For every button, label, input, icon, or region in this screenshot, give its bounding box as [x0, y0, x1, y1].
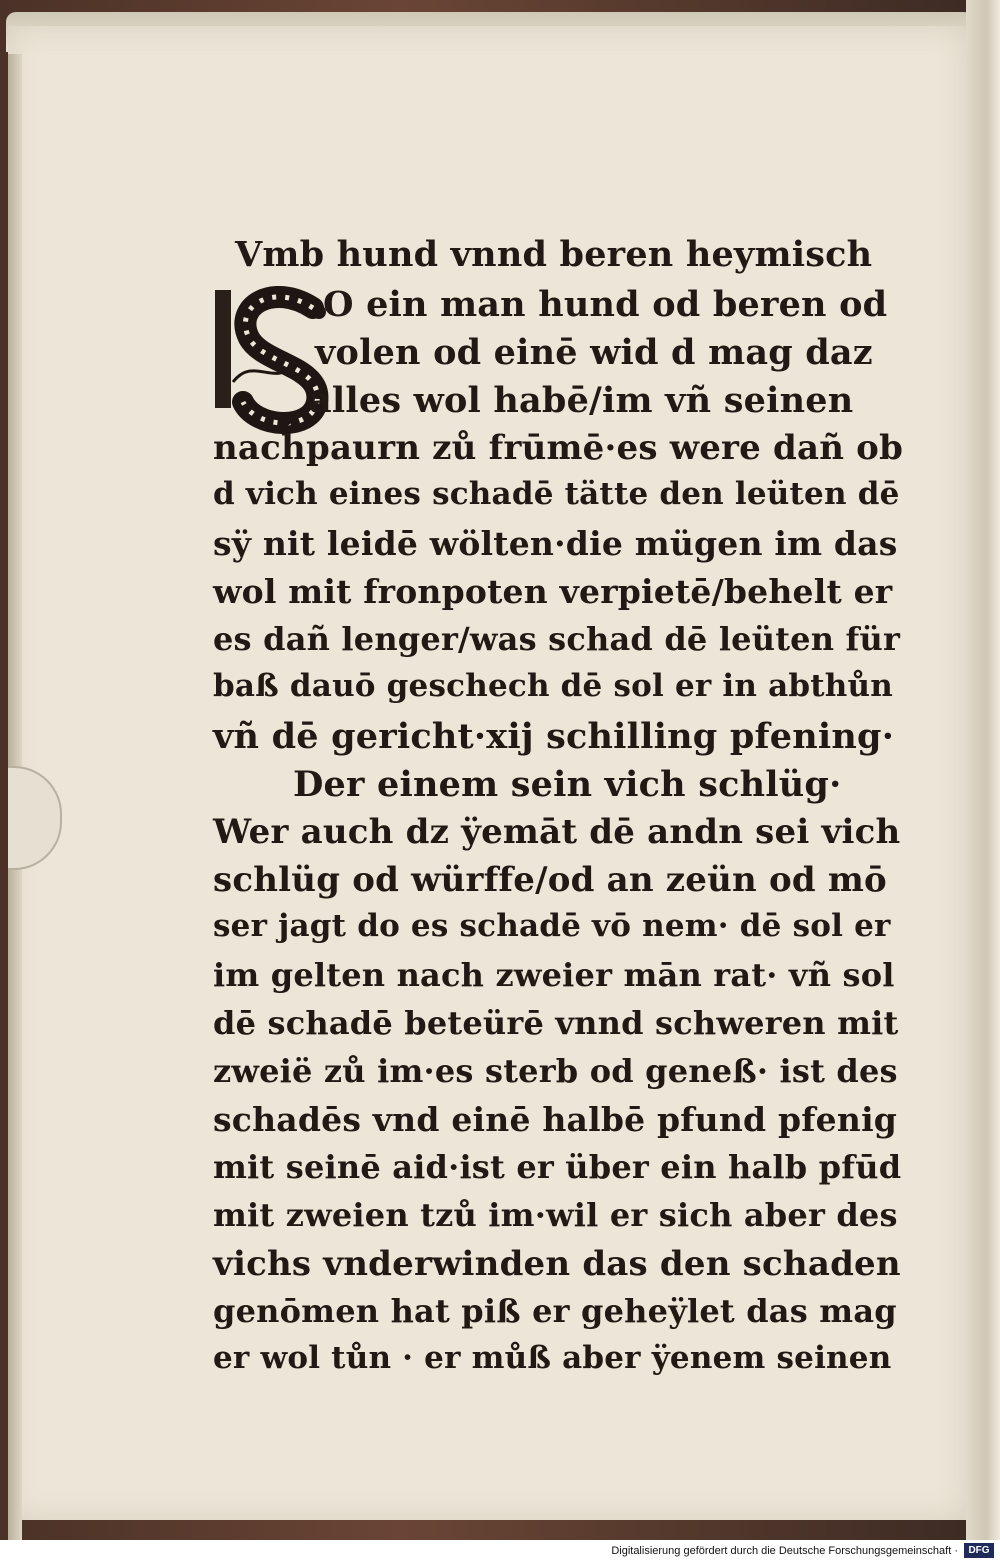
- text-line-6: sÿ nit leidē wölten·die mügen im das: [213, 524, 898, 563]
- page-clip-tab: [8, 766, 62, 870]
- text-line-5: d vich eines schadē tätte den leüten dē: [213, 476, 900, 512]
- text-line-8: es dañ lenger/was schad dē leüten für: [213, 620, 901, 658]
- text-line-14: ser jagt do es schadē vō nem· dē sol er: [213, 908, 891, 944]
- dfg-logo: DFG: [964, 1543, 994, 1558]
- section-heading: Vmb hund vnnd beren heymisch: [235, 234, 873, 275]
- text-line-9: baß dauō geschech dē sol er in abthůn: [213, 668, 894, 704]
- text-line-19: mit seinē aid·ist er über ein halb pfūd: [213, 1148, 902, 1186]
- funding-credit: Digitalisierung gefördert durch die Deutsche Forschungsgemeinschaft ·: [611, 1545, 958, 1557]
- text-line-16: dē schadē beteürē vnnd schweren mit: [213, 1004, 899, 1042]
- text-line-18: schadēs vnd einē halbē pfund pfenig: [213, 1100, 898, 1139]
- text-line-15: im gelten nach zweier mān rat· vñ sol: [213, 956, 895, 994]
- text-line-20: mit zweien tzů im·wil er sich aber des: [213, 1196, 898, 1234]
- text-line-23: er wol tůn · er můß aber ÿenem seinen: [213, 1340, 892, 1376]
- text-line-17: zweië zů im·es sterb od geneß· ist des: [213, 1052, 898, 1090]
- text-line-7: wol mit fronpoten verpietē/behelt er: [213, 572, 893, 611]
- text-line-3: alles wol habē/im vñ seinen: [309, 380, 854, 421]
- text-line-10: vñ dē gericht·xij schilling pfening·: [213, 716, 895, 757]
- text-line-12: Wer auch dz ÿemāt dē andn sei vich: [213, 812, 901, 852]
- text-line-13: schlüg od würffe/od an zeün od mō: [213, 860, 887, 900]
- book-page: [8, 26, 966, 1520]
- section-heading-2: Der einem sein vich schlüg·: [293, 764, 842, 805]
- text-line-4: nachpaurn zů frūmē·es were dañ ob: [213, 428, 904, 468]
- text-line-2: volen od einē wid d mag daz: [315, 332, 873, 373]
- text-line-1: O ein man hund od beren od: [323, 284, 888, 325]
- footer-bar: [0, 1540, 1000, 1562]
- text-line-22: genōmen hat piß er geheÿlet das mag: [213, 1292, 897, 1330]
- text-line-21: vichs vnderwinden das den schaden: [213, 1244, 901, 1284]
- book-fore-edge: [966, 0, 1000, 1540]
